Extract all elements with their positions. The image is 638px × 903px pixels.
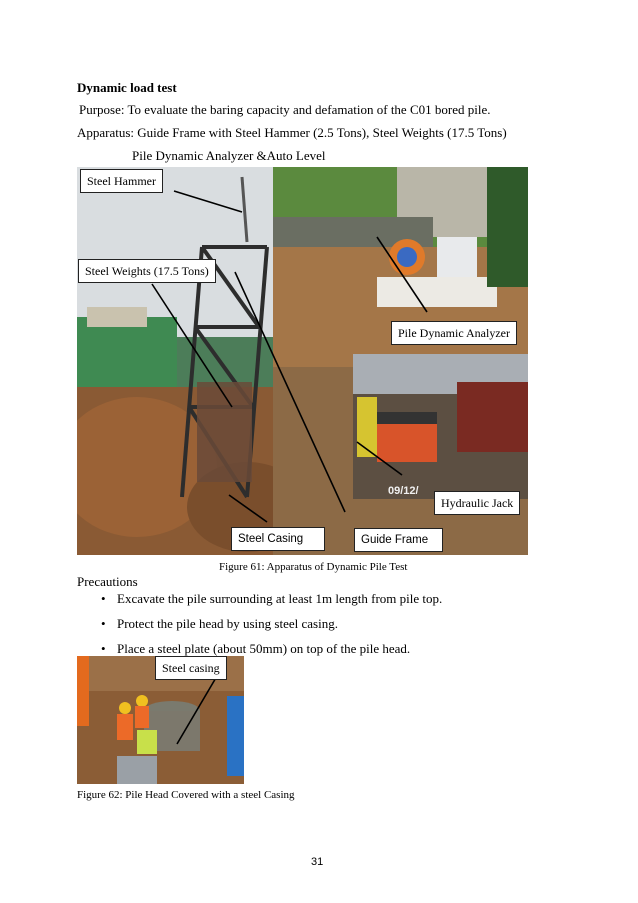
callout-steel-casing-fig62: Steel casing xyxy=(155,656,227,680)
list-item: • Protect the pile head by using steel casing. xyxy=(101,616,338,631)
callout-hydraulic-jack: Hydraulic Jack xyxy=(434,491,520,515)
precautions-list xyxy=(77,591,442,666)
inset-photo-timestamp: 09/12/ xyxy=(388,485,419,497)
callout-steel-weights: Steel Weights (17.5 Tons) xyxy=(78,259,216,283)
figure-62-caption: Figure 62: Pile Head Covered with a steel Casing xyxy=(77,789,295,801)
page-number: 31 xyxy=(311,856,324,868)
apparatus-text: Apparatus: Guide Frame with Steel Hammer (2.5 Tons), Steel Weights (17.5 Tons) xyxy=(77,125,507,140)
callout-steel-casing: Steel Casing xyxy=(231,527,325,551)
section-title: Dynamic load test xyxy=(77,80,177,95)
figure-61-caption: Figure 61: Apparatus of Dynamic Pile Test xyxy=(219,561,408,573)
dynamic-pile-test-photo xyxy=(77,167,528,555)
callout-pile-dynamic-analyzer: Pile Dynamic Analyzer xyxy=(391,321,517,345)
list-item: • Place a steel plate (about 50mm) on top of the pile head. xyxy=(101,641,411,656)
purpose-text: Purpose: To evaluate the baring capacity and defamation of the C01 bored pile. xyxy=(79,102,491,117)
pile-head-casing-photo xyxy=(77,656,244,784)
precautions-title: Precautions xyxy=(77,574,138,589)
list-item: • Excavate the pile surrounding at least 1m length from pile top. xyxy=(101,591,443,606)
callout-guide-frame: Guide Frame xyxy=(354,528,443,552)
callout-steel-hammer: Steel Hammer xyxy=(80,169,163,193)
apparatus-text-continued: Pile Dynamic Analyzer &Auto Level xyxy=(132,148,326,163)
